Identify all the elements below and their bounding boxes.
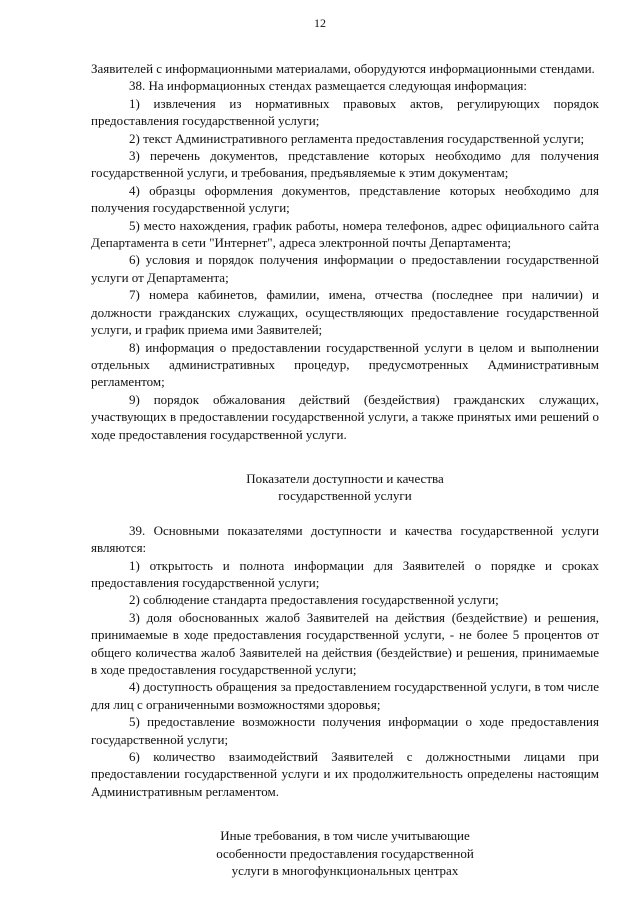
list-item: 1) открытость и полнота информации для Заявителей о порядке и сроках предоставления государственной услуги; [91, 557, 599, 590]
section-heading-accessibility [91, 470, 599, 505]
list-item: 9) порядок обжалования действий (бездействия) гражданских служащих, участвующих в предоставлении государственной услуги, а также принятых ими решений о ходе предоставления государственной услуги. [91, 391, 599, 442]
list-item: 7) номера кабинетов, фамилии, имена, отчества (последнее при наличии) и должности гражданских служащих, осуществляющих предоставление государственной услуги, и график приема ими Заявителей; [91, 287, 599, 338]
section-heading-other-requirements [91, 827, 599, 879]
document-body [91, 60, 599, 879]
paragraph-38-intro: 38. На информационных стендах размещается следующая информация: [129, 78, 527, 94]
paragraph-39-intro: 39. Основными показателями доступности и качества государственной услуги являются: [91, 522, 599, 556]
list-item: 2) текст Административного регламента предоставления государственной услуги; [129, 130, 585, 146]
list-item: 4) образцы оформления документов, представление которых необходимо для получения государственной услуги; [91, 182, 599, 216]
heading-line: услуги в многофункциональных центрах [231, 863, 459, 879]
list-item: 1) извлечения из нормативных правовых актов, регулирующих порядок предоставления государственной услуги; [91, 95, 599, 129]
list-item: 6) количество взаимодействий Заявителей с должностными лицами при предоставлении государственной услуги и их продолжительность определены настоящим Административным регламентом. [91, 749, 599, 799]
heading-line: особенности предоставления государственной [216, 845, 474, 861]
list-item: 3) перечень документов, представление которых необходимо для получения государственной услуги, и требования, предъявляемые к этим документам; [91, 148, 599, 181]
paragraph-lead-in: Заявителей с информационными материалами, оборудуются информационными стендами. [91, 61, 595, 76]
list-item: 2) соблюдение стандарта предоставления государственной услуги; [129, 592, 499, 608]
heading-line: государственной услуги [278, 488, 412, 504]
list-item: 4) доступность обращения за предоставлением государственной услуги, в том числе для лиц с ограниченными возможностями здоровья; [91, 679, 599, 712]
list-item: 3) доля обоснованных жалоб Заявителей на действия (бездействие) и решения, принимаемые в ходе предоставления государственной услуги, - не более 5 процентов от общего количества жалоб Заявителей на действия (бездействие) и решения, принимаемые в ходе предоставления государственной услуги; [91, 609, 599, 677]
list-item: 8) информация о предоставлении государственной услуги в целом и выполнении отдельных административных процедур, предусмотренных Административным регламентом; [91, 339, 599, 390]
list-item: 6) условия и порядок получения информации о предоставлении государственной услуги от Департамента; [91, 252, 599, 285]
list-item: 5) место нахождения, график работы, номера телефонов, адрес официального сайта Департамента в сети "Интернет", адреса электронной почты Департамента; [91, 217, 599, 251]
page-number: 12 [314, 16, 326, 30]
heading-line: Иные требования, в том числе учитывающие [220, 828, 470, 844]
heading-line: Показатели доступности и качества [246, 470, 444, 486]
list-item: 5) предоставление возможности получения информации о ходе предоставления государственной услуги; [91, 714, 599, 747]
